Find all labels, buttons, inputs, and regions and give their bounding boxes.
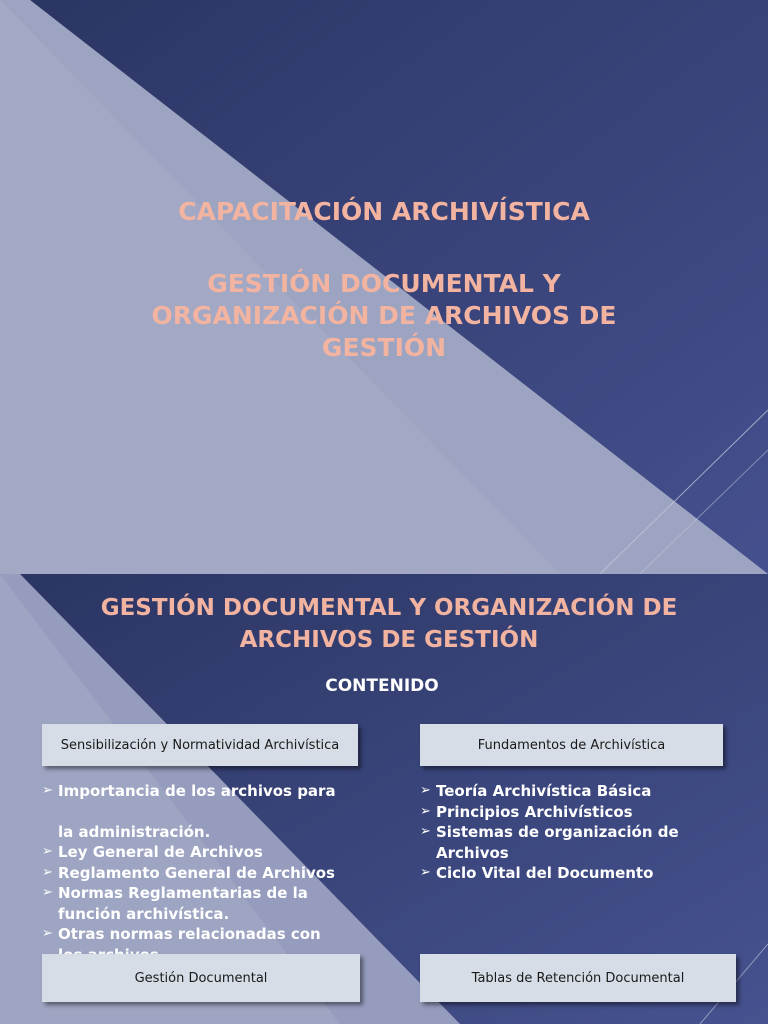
main-title: CAPACITACIÓN ARCHIVÍSTICA <box>178 197 590 226</box>
arrow-bullet-icon: ➢ <box>42 864 53 880</box>
list-item: ➢ Importancia de los archivos para <box>42 782 336 800</box>
subtitle <box>0 268 768 364</box>
arrow-bullet-icon: ➢ <box>42 844 53 859</box>
list-item: ➢ Ley General de Archivos <box>42 843 263 861</box>
subtitle-line: GESTIÓN <box>321 333 447 362</box>
subtitle-line: GESTIÓN DOCUMENTAL Y <box>207 269 561 298</box>
fundamentos-list <box>418 781 738 884</box>
topic-box-tablas: Tablas de Retención Documental <box>420 954 736 1002</box>
list-item: ➢ Sistemas de organización de <box>420 823 679 841</box>
list-item-continuation: Archivos <box>436 843 509 862</box>
subtitle-line: ORGANIZACIÓN DE ARCHIVOS DE <box>151 301 617 330</box>
slide-title <box>60 592 718 656</box>
list-item: ➢ Teoría Archivística Básica <box>420 782 652 800</box>
arrow-bullet-icon: ➢ <box>42 885 53 900</box>
list-item: ➢ Reglamento General de Archivos <box>42 863 335 882</box>
topic-box-normatividad: Sensibilización y Normatividad Archivística <box>42 724 358 766</box>
arrow-bullet-icon: ➢ <box>420 783 431 798</box>
list-item: ➢ Principios Archivísticos <box>420 802 633 821</box>
slide-title-line: GESTIÓN DOCUMENTAL Y ORGANIZACIÓN DE <box>100 595 678 621</box>
content-slide <box>0 574 768 1024</box>
list-item: ➢ Ciclo Vital del Documento <box>420 864 654 882</box>
normatividad-list <box>40 781 360 965</box>
arrow-bullet-icon: ➢ <box>42 783 53 798</box>
arrow-bullet-icon: ➢ <box>42 926 53 941</box>
list-item-continuation: función archivística. <box>58 904 230 923</box>
arrow-bullet-icon: ➢ <box>420 803 431 819</box>
list-item: ➢ Normas Reglamentarias de la <box>42 884 308 902</box>
list-item: ➢ Otras normas relacionadas con <box>42 925 321 943</box>
list-item-continuation: la administración. <box>58 822 211 841</box>
arrow-bullet-icon: ➢ <box>420 865 431 880</box>
contents-heading: CONTENIDO <box>325 676 439 696</box>
slide-title-line: ARCHIVOS DE GESTIÓN <box>239 627 539 653</box>
topic-box-gestion: Gestión Documental <box>42 954 360 1002</box>
topic-box-fundamentos: Fundamentos de Archivística <box>420 724 723 766</box>
arrow-bullet-icon: ➢ <box>420 824 431 839</box>
